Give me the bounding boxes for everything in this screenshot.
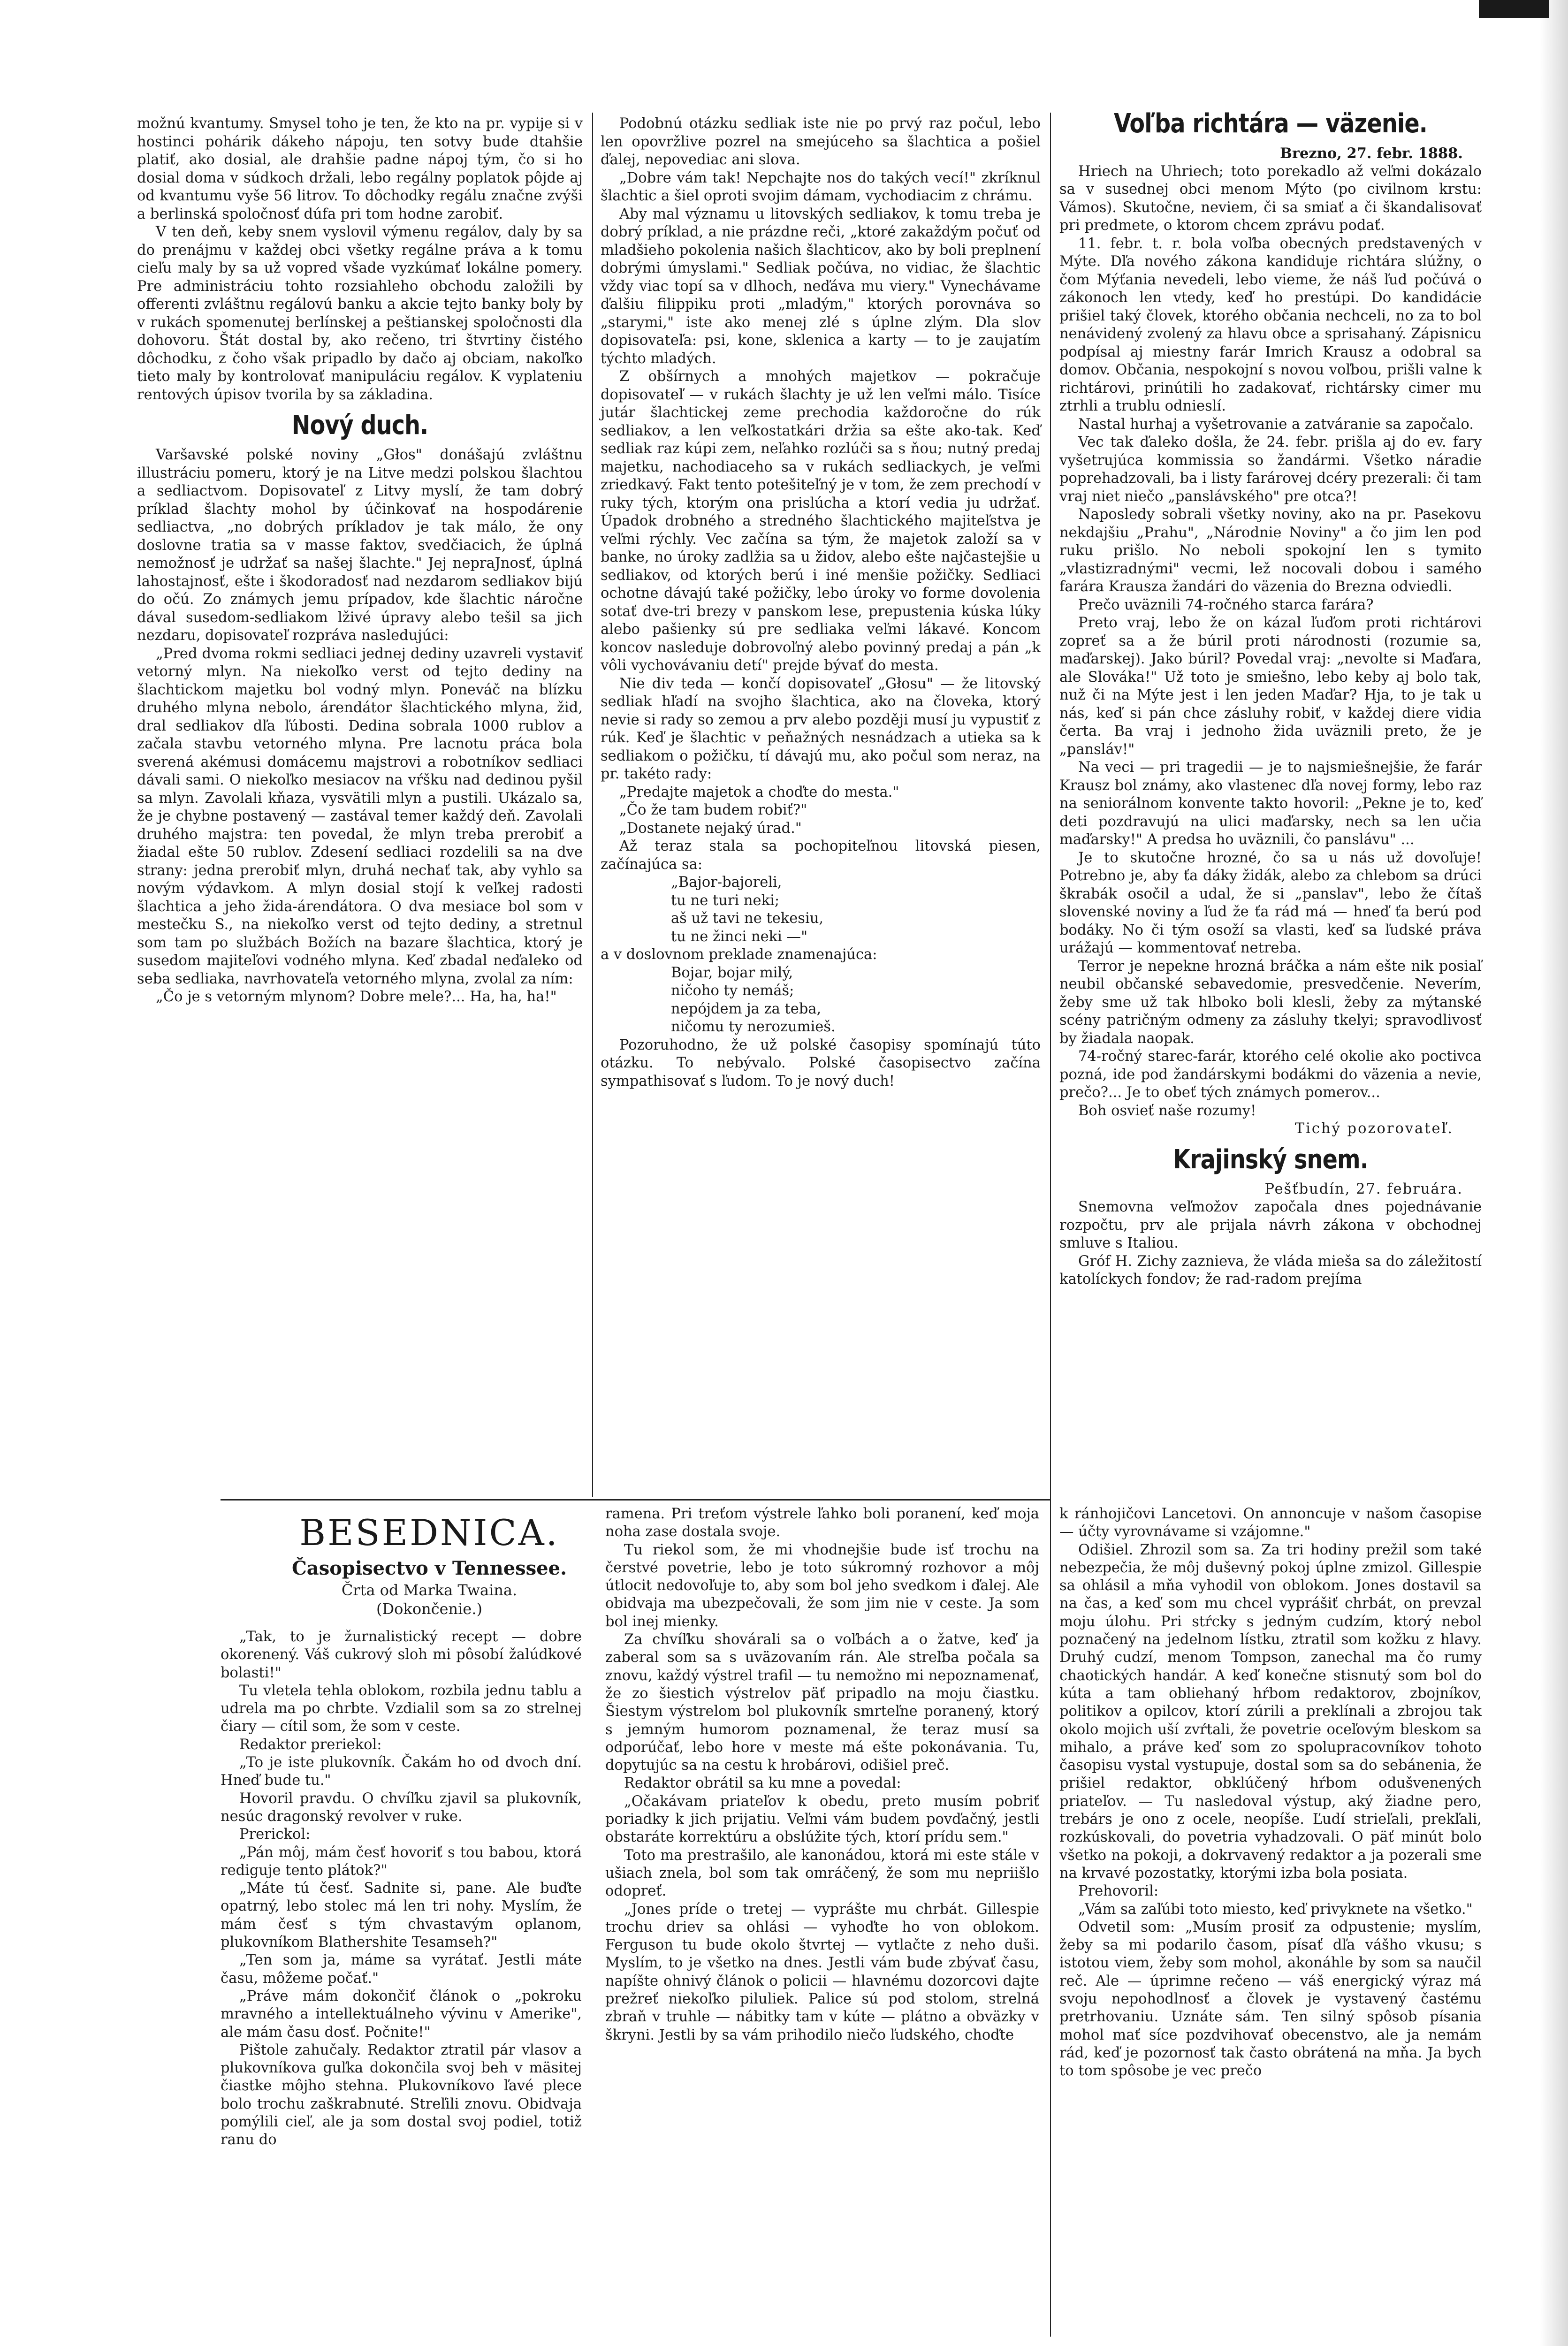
col2-para-9: Až teraz stala sa pochopiteľnou litovská piesen, začínajúca sa: (601, 838, 1041, 873)
story-column-2 (605, 1505, 1039, 2044)
column-3 (1059, 109, 1482, 1289)
verse-1-line-4: tu ne žinci neki —" (671, 928, 808, 945)
story1-para-4: „To je iste plukovník. Čakám ho od dvoch dní. Hneď bude tu." (221, 1754, 582, 1789)
besednica-conclusion: (Dokončenie.) (376, 1600, 482, 1618)
story3-para-4: „Vám sa zaľúbi toto miesto, keď privyknete na všetko." (1078, 1901, 1473, 1918)
col3-para-1: Hriech na Uhriech; toto porekadlo až veľmi dokázalo sa v susednej obci menom Mýto (po civilnom krstu: Vámos). Skutočne, neviem, či sa smiať a či škandalisovať pri predmete, o ktorom chcem zprávu podať. (1059, 163, 1482, 234)
col2-para-3: Aby mal významu u litovských sedliakov, k tomu treba je dobrý príklad, a nie prázdne reči, „ktoré zakaždým počuť od mladšieho pokolenia našich šlachticov, ako by boli preplnení dobrými úmyslami." Sedliak počúva, no vidiac, že šlachtic vždy viac topí sa v dlhoch, neďáva mu viery." Vynechávame ďalšiu filippiku proti „mladým," ktorých porovnáva so „starymi," iste ako menej zlé s úplne zlým. Dla slov dopisovateľa: psi, kone, sklenica a karty — to je zaujatím týchto mladých. (601, 206, 1041, 367)
column-2 (601, 115, 1041, 1090)
story2-para-4: Redaktor obrátil sa ku mne a povedal: (624, 1775, 901, 1792)
story1-para-3: Redaktor preriekol: (239, 1736, 382, 1753)
column-rule-2 (1050, 113, 1051, 2337)
col3-para-9: Je to skutočne hrozné, čo sa u nás už dovoľuje! Potrebno je, aby ťa dáky židák, alebo za chlebom sa drúci škrabák osočil a udal, že si „panslav", lebo že čítaš slovenské noviny a ľud že ťa rád má — hneď ťa berú pod bodáky. No či tým osoží sa vlasti, keď sa ľudské práva urážajú — kommentovať netreba. (1059, 849, 1482, 956)
story2-para-7: „Jones príde o tretej — vyprášte mu chrbát. Gillespie trochu driev sa ohlási — vyhoďte ho von oblokom. Ferguson tu bude okolo štvrtej — vytlačte z neho duši. Myslím, to je všetko na dnes. Jestli vám bude zbývať času, napíšte ohnivý článok o policii — hlavnému dozorcovi dajte prežreť niekoľko piluliek. Palice sú pod stolom, strelná zbraň v truhle — nábitky tam v kúte — plátno a obväzky v škryni. Jestli by sa vám prihodilo niečo ľudského, choďte (605, 1901, 1039, 2043)
besednica-subtitle: Časopisectvo v Tennessee. (291, 1557, 567, 1579)
story1-para-10: „Práve mám dokončiť článok o „pokroku mravného a intellektuálneho vývinu v Amerike", ale mám času dosť. Počnite!" (221, 1988, 582, 2041)
besednica-divider (221, 1499, 1050, 1501)
story2-para-1: ramena. Pri treťom výstrele ľahko boli poranení, keď moja noha zase dostala svoje. (605, 1506, 1039, 1540)
page-edge-shadow (1540, 0, 1568, 2346)
column-rule-1 (592, 113, 593, 1497)
story-column-1 (221, 1628, 582, 2149)
verse-1-line-2: tu ne turi neki; (671, 892, 780, 909)
story1-para-7: „Pán môj, mám česť hovoriť s tou babou, ktorá rediguje tento plátok?" (221, 1844, 582, 1879)
verse-1-line-1: „Bajor-bajoreli, (671, 874, 782, 891)
signature: Tichý pozorovateľ. (1294, 1120, 1454, 1137)
col1-para-1: možnú kvantumy. Smysel toho je ten, že kto na pr. vypije si v hostinci pohárik dákeho nápoju, ten sotvy bude dtahšie platiť, ako dosial, ale drahšie padne nápoj tým, čo si ho dosial doma v súdkoch držali, lebo regálny poplatok pôjde aj od kvantumu vyše 56 litrov. To dôchodky regálu značne zvýši a berlinská spoločnosť dúfa pri tom hodne zarobiť. (137, 115, 583, 222)
story1-para-8: „Máte tú česť. Sadnite si, pane. Ale buďte opatrný, lebo stolec má len tri nohy. Myslím, že mám česť s tým chvastavým oplanom, plukovníkom Blathershite Tesamseh?" (221, 1880, 582, 1951)
verse-2-line-4: ničomu ty nerozumieš. (671, 1019, 836, 1035)
col3-para-11: 74-ročný starec-farár, ktorého celé okolie ako poctivca pozná, ide pod žandárskymi bodákmi do väzenia a nevie, prečo?... Je to obeť tých známych pomerov... (1059, 1048, 1482, 1101)
col2-para-1: Podobnú otázku sedliak iste nie po prvý raz počul, lebo len opovržlive pozrel na smejúceho sa šlachtica a pošiel ďalej, nepovediac ani slova. (601, 115, 1041, 168)
story2-para-2: Tu riekol som, že mi vhodnejšie bude isť trochu na čerstvé povetrie, lebo je toto súkromný rozhovor a môj útlocit nedovoľuje to, aby som bol jeho svedkom i ďalej. Ale obidvaja ma ubezpečovali, že som jim nie v ceste. Ja som bol inej mienky. (605, 1541, 1039, 1630)
col2-para-6: „Predajte majetok a choďte do mesta." (619, 784, 899, 800)
story1-para-2: Tu vletela tehla oblokom, rozbila jednu tablu a udrela ma po chrbte. Vzdialil som sa zo strelnej čiary — cítil som, že som v ceste. (221, 1682, 582, 1735)
verse-intro: a v doslovnom preklade znamenajúca: (601, 946, 877, 963)
story2-para-3: Za chvíľku shovárali sa o voľbách a o žatve, keď ja zaberal som sa s uväzovaním rán. Ale streľba počala sa znovu, každý výstrel trafil — tu nemožno mi nepoznamenať, že zo šiestich výstrelov päť pripadlo na moju čiastku. Šiestym výstrelom bol plukovník smrteľne poranený, ktorý s jemným humorom poznamenal, že teraz musí sa odporúčať, lebo hore v meste má ešte pokonávania. Tu, dopytujúc sa na cestu k hrobárovi, odišiel preč. (605, 1631, 1039, 1774)
verse-1-line-3: aš už tavi ne tekesiu, (671, 910, 824, 927)
story1-para-9: „Ten som ja, máme sa vyrátať. Jestli máte času, môžeme počať." (221, 1952, 582, 1987)
nový-duch-heading: Nový duch. (291, 410, 428, 441)
col2-para-4: Z obšírnych a mnohých majetkov — pokračuje dopisovateľ — v rukách šlachty je už len veľmi málo. Tisíce jutár šlachtickej zeme prechodia každoročne do rúk sedliakov, a len veľkostatkári držia sa ešte ako-tak. Keď sedliak raz kúpi zem, neľahko rozlúči sa s ňou; nutný predaj majetku, nachodiaceho sa v rukách sedliackych, je veľmi zriedkavý. Fakt tento potešiteľný je v tom, že zem prechodí v ruky tých, ktorým ona prislúcha a ktorí vedia ju udržať. Úpadok drobného a stredného šlachtického majiteľstva je veľmi rýchly. Vec začína sa tým, že majetok založí sa v banke, no úroky zadlžia sa u židov, alebo ešte najčastejšie u sedliakov, od ktorých berú i iné menšie požičky. Sedliaci ochotne dávajú také požičky, lebo úroky vo forme dovolenia sotať dve-tri brezy v panskom lese, prepustenia kúska lúky alebo pašienky sú pre sedliaka veľmi lákavé. Koncom koncov nasleduje dobrovoľný alebo povinný predaj a pán „k vôli vychovávaniu detí" prejde bývať do mesta. (601, 368, 1041, 674)
col3-para-3: Nastal hurhaj a vyšetrovanie a zatváranie sa započalo. (1078, 416, 1474, 433)
col3-para-8: Na veci — pri tragedii — je to najsmiešnejšie, že farár Krausz bol známy, ako vlastenec dľa novej formy, lebo raz na seniorálnom konvente takto hovoril: „Pekne je to, keď deti pozdravujú na ulici maďarsky, nech sa len učia maďarsky!" A predsa ho uväznili, čo panslávu" ... (1059, 759, 1482, 848)
verse-2-line-2: ničoho ty nemáš; (671, 983, 794, 999)
col2-para-10: Pozoruhodno, že už polské časopisy spomínajú túto otázku. To nebývalo. Polské časopisectvo začína sympathisovať s ľudom. To je nový duch! (601, 1036, 1041, 1089)
col1-para-3: Varšavské polské noviny „Głos" donášajú zvláštnu illustráciu pomeru, ktorý je na Litve medzi polskou šlachtou a sedliactvom. Dopisovateľ z Litvy myslí, že tam dobrý príklad šlachty mohol by účinkovať na hospodárenie sedliactva, „no dobrých príkladov je tak málo, že ony doslovne tratia sa v masse faktov, svedčiacich, že úplná nemožnosť je udržať sa našej šlachte." Jej nepraJnosť, úplná lahostajnosť, ešte i škodoradosť nad nezdarom sedliakov bijú do očú. Zo známych jemu prípadov, kde šlachtic náročne dával susedom-sedliakom lživé úpravy alebo tešil sa jich nezdaru, dopisovateľ rozpráva nasledujúci: (137, 447, 583, 644)
col2-para-7: „Čo že tam budem robiť?" (619, 802, 807, 818)
story3-para-5: Odvetil som: „Musím prosiť za odpustenie; myslím, žeby sa mi podarilo časom, písať dľa vášho vkusu; s istotou viem, žeby som mohol, akonáhle by som sa naučil reč. Ale — úprimne rečeno — váš energický výraz má svoju nepohodlnosť a človek je vystavený častému pretrhovaniu. Uznáte sám. Ten silný spôsob písania mohol mať síce pozdvihovať obecenstvo, ale ja nemám rád, keď je pozornosť tak často obrátená na mňa. Ja bych to tom spôsobe je vec prečo (1059, 1919, 1482, 2079)
story1-para-1: „Tak, to je žurnalistický recept — dobre okorenený. Váš cukrový sloh mi pôsobí žalúdkové bolasti!" (221, 1629, 582, 1681)
story1-para-11: Pištole zahučaly. Redaktor ztratil pár vlasov a plukovníkova guľka dokončila svoj beh v mäsitej čiastke môjho stehna. Plukovníkovo ľavé plece bolo trochu zaškrabnuté. Streľili znovu. Obidvaja pomýlili cieľ, ale ja som dostal svoj podiel, totiž ranu do (221, 2041, 582, 2148)
col3-para-5: Naposledy sobrali všetky noviny, ako na pr. Pasekovu nekdajšiu „Prahu", „Národnie Noviny" a čo jim len pod ruku prišlo. No neboli spokojní len s tymito „vlastizradnými" vecmi, lež nocovali dobou i samého farára Krausza žandári do väzenia do Brezna odviedli. (1059, 506, 1482, 595)
col3-para-12: Boh osvieť naše rozumy! (1078, 1102, 1256, 1119)
col3-para-7: Preto vraj, lebo že on kázal ľuďom proti richtárovi zopreť sa a že búril proti národnosti (rozumie sa, maďarskej). Jako búril? Povedal vraj: „nevolte si Maďara, ale Slováka!" Už toto je smiešno, lebo keby aj bolo tak, nuž či na Mýte jest i len jeden Maďar? Hja, to je tak u nás, keď si pán chce zásluhy robiť, v každej diere vidia čerta. Ba vraj i jednoho žida uväznili preto, že je „pansláv!" (1059, 615, 1482, 758)
verse-2-line-3: nepójdem ja za teba, (671, 1000, 822, 1017)
col2-para-2: „Dobre vám tak! Nepchajte nos do takých vecí!" zkríknul šlachtic a šiel oproti svojim dámam, vychodiacim z chrámu. (601, 169, 1041, 204)
col1-para-4: „Pred dvoma rokmi sedliaci jednej dediny uzavreli vystaviť vetorný mlyn. Na niekoľko verst od tejto dediny na šlachtickom majetku bol vodný mlyn. Poneváč na blízku druhého mlyna nebolo, árendátor šlachtického mlyna, žid, dral sedliakov dľa ľúbosti. Dedina sobrala 1000 rublov a začala stavbu vetorného mlyna. Pre lacnotu práca bola sverená akémusi domácemu majstrovi a robotníkov sedliaci dávali sami. O niekoľko mesiacov na vŕšku nad dedinou pyšil sa mlyn. Zavolali kňaza, vysvätili mlyn a pustili. Ukázalo sa, že je chybne postavený — zastával temer každý deň. Zavolali druhého majstra: ten povedal, že mlyn treba prerobiť a žiadal ešte 50 rublov. Zdesení sedliaci rozdelili sa na dve strany: jedna prerobiť mlyn, druhá nechať tak, aby vyhlo sa novým výdavkom. A mlyn dosial stojí k veľkej radosti šlachtica a jeho žida-árendátora. O dva mesiace bol som v mestečku S., na niekoľko verst od tejto dediny, a stretnul som tam po službách Božích na bazare šlachtica, ktorý je susedom majiteľovi vodného mlyna. Keď zbadal neďaleko od seba sedliaka, navrhovateľa vetorného mlyna, zvolal za ním: (137, 645, 583, 987)
col3-para-13: Snemovna veľmožov započala dnes pojednávanie rozpočtu, prv ale prijala návrh zákona v obchodnej smluve s Italiou. (1059, 1199, 1482, 1251)
col3-para-10: Terror je nepekne hrozná bráčka a nám ešte nik posiaľ neubil občanské sebavedomie, presvedčenie. Neverím, žeby sme už tak hlboko boli klesli, žeby za mýtanské scény patričným odmeny za zásluhy tkelyi; spravodlivosť by žiadala naopak. (1059, 958, 1482, 1047)
col3-para-6: Prečo uväznili 74-ročného starca farára? (1078, 596, 1374, 613)
col1-para-2: V ten deň, keby snem vyslovil výmenu regálov, daly by sa do prenájmu v každej obci všetky regálne práva a k tomu cieľu maly by sa už vopred všade vyzkúmať lokálne pomery. Pre administráciu tohto rozsiahleho obchodu založili by offerenti zvláštnu regálovú banku a akcie tejto banky boly by v rukách spomenutej berlínskej a peštianskej spoločnosti dla dohovoru. Štát dostal by, ako rečeno, tri štvrtiny čistého dôchodku, z čoho však pripadlo by dačo aj obciam, nakoľko tieto maly by kontrolovať manipuláciu regálov. K vyplateniu rentových úpisov tvorila by sa základina. (137, 224, 583, 403)
col2-para-5: Nie div teda — končí dopisovateľ „Głosu" — že litovský sedliak hľadí na svojho šlachtica, ako na človeka, ktorý nevie si rady so zemou a prv alebo později musí ju vypustiť z rúk. Keď je šlachtic v peňažných nesnádzach a utieka sa k sedliakom o požičku, tí dávajú mu, ako počul som neraz, na pr. takéto rady: (601, 675, 1041, 782)
besednica-author: Črta od Marka Twaina. (341, 1581, 518, 1599)
krajinsky-snem-heading: Krajinský snem. (1172, 1144, 1369, 1175)
col3-para-14: Gróf H. Zichy zaznieva, že vláda mieša sa do záležitostí katolíckych fondov; že rad-radom prejíma (1059, 1253, 1482, 1287)
verse-2-line-1: Bojar, bojar milý, (671, 964, 793, 981)
story3-para-3: Prehovoril: (1078, 1883, 1159, 1900)
volba-richtara-heading: Voľba richtára — väzenie. (1113, 108, 1428, 139)
dateline-brezno: Brezno, 27. febr. 1888. (1280, 145, 1463, 162)
besednica-header (221, 1504, 638, 1618)
corner-scan-mark (1479, 0, 1549, 18)
column-1 (137, 115, 583, 1006)
story1-para-6: Prerickol: (239, 1826, 311, 1843)
story-column-3 (1059, 1505, 1482, 2080)
col3-para-4: Vec tak ďaleko došla, že 24. febr. prišla aj do ev. fary vyšetrujúca kommissia so žandármi. Všetko náradie poprehadzovali, ba i listy farárovej dcéry prezerali: či tam vraj niet niečo „panslávského" pre otca?! (1059, 434, 1482, 505)
story2-para-6: Toto ma prestrašilo, ale kanonádou, ktorá mi este stále v ušiach znela, bol som tak omráčený, že som mu nepriišlo odopreť. (605, 1847, 1039, 1900)
story3-para-2: Odišiel. Zhrozil som sa. Za tri hodiny prežil som také nebezpečia, že môj duševný pokoj úplne zmizol. Gillespie sa ohlásil a mňa vyhodil von oblokom. Jones dostavil sa na čas, a keď som mu chcel vyprášiť chrbát, on prevzal moju úlohu. Pri stŕcky s jedným cudzím, ktorý nebol poznačený na jedelnom lístku, ztratil som kožku z hlavy. Druhý cudzí, menom Tompson, zanechal ma čo rumy chaotických handár. A keď konečne stisnutý som bol do kúta a tam obliehaný hŕbom redaktorov, zbojníkov, politikov a opilcov, ktorí zúrili a preklínali a zbrojou tak okolo mojich uší zvŕtali, že povetrie oceľovým bleskom sa mihalo, a práve keď som zo spolupracovníkov tohoto časopisu vystal vystupuje, dostal som sa do sebánenia, že prišiel redaktor, obklúčený hŕbom odušvenených priateľov. — Tu nasledoval výstup, aký žiadne pero, trebárs je ono z ocele, neopíše. Ľudí strieľali, prekľali, rozkúskovali, do povetria vyhadzovali. O päť minút bolo všetko na pokoji, a dokrvavený redaktor a ja pozerali sme na krvavé pozostatky, ktorými izba bola posiata. (1059, 1541, 1482, 1881)
col2-para-8: „Dostanete nejaký úrad." (619, 820, 802, 837)
col3-para-2: 11. febr. t. r. bola voľba obecných predstavených v Mýte. Dľa nového zákona kandiduje richtára slúžny, o čom Mýťania nevedeli, lebo vieme, že náš ľud počúvá o zákonoch len vtedy, keď ho prestúpi. Do kandidácie prišiel taký človek, ktorého občania nechceli, no za to bol nenávidený zvolený za hlavu obce a sprisahaný. Zápisnicu podpísal aj miestny farár Imrich Krausz a odobral sa domov. Občania, nespokojní s novou voľbou, prišli valne k richtárovi, prinútili ho zadakovať, richtársky cimer mu ztrhli a trublu odnieslí. (1059, 235, 1482, 414)
story3-para-1: k ránhojičovi Lancetovi. On annoncuje v našom časopise — účty vyrovnávame si vzájomne." (1059, 1506, 1482, 1540)
dateline-peštbudín: Pešťbudín, 27. februára. (1264, 1181, 1463, 1197)
story2-para-5: „Očakávam priateľov k obedu, preto musím pobriť poriadky k jich prijatiu. Veľmi vám budem povďačný, jestli obstaráte korrektúru a obslúžite tých, ktorí prídu sem." (605, 1793, 1039, 1846)
besednica-title: BESEDNICA. (299, 1512, 559, 1554)
story1-para-5: Hovoril pravdu. O chvíľku zjavil sa plukovník, nesúc dragonský revolver v ruke. (221, 1790, 582, 1825)
col1-para-5: „Čo je s vetorným mlynom? Dobre mele?... Ha, ha, ha!" (156, 989, 557, 1005)
